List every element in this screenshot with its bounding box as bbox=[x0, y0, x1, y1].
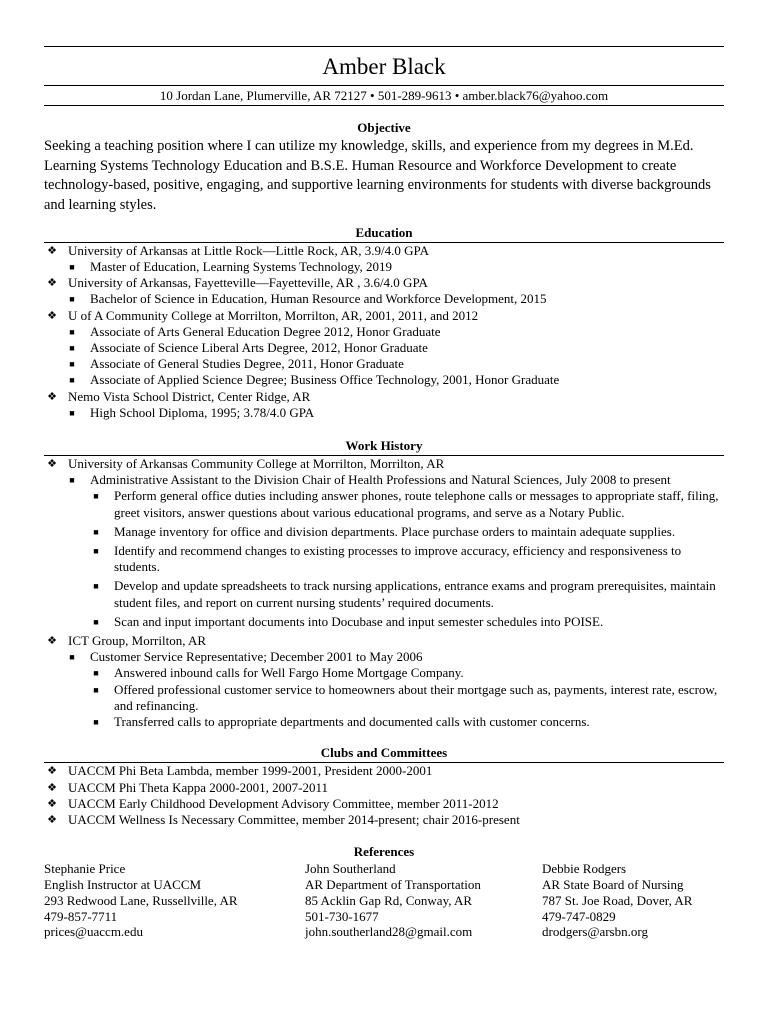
reference-name: John Southerland bbox=[305, 861, 396, 877]
bullet-icon: ❖ bbox=[47, 765, 57, 778]
contact-line: 10 Jordan Lane, Plumerville, AR 72127 • 501-289-9613 • amber.black76@yahoo.com bbox=[159, 88, 609, 103]
bullet-icon: ■ bbox=[93, 491, 99, 502]
employer-item bbox=[44, 456, 724, 472]
degree-item bbox=[44, 324, 724, 340]
bullet-icon: ■ bbox=[93, 668, 99, 679]
reference-phone: 479-857-7711 bbox=[44, 908, 118, 924]
role-item bbox=[44, 472, 724, 488]
bullet-icon: ■ bbox=[69, 294, 75, 305]
school-item bbox=[44, 275, 724, 291]
reference-title: English Instructor at UACCM bbox=[44, 876, 202, 892]
objective-text: Seeking a teaching position where I can utilize my knowledge, skills, and experience from my degrees in M.Ed. Learning Systems Technology Education and B.S.E. Human Resource and Workforce Development to create technology-based, positive, engaging, and supportive learning environments for students with diverse backgrounds and learning styles. bbox=[44, 138, 711, 214]
employer-item-text: ICT Group, Morrilton, AR bbox=[68, 633, 207, 649]
degree-item bbox=[44, 291, 724, 307]
top-rule bbox=[44, 46, 724, 47]
reference-email: drodgers@arsbn.org bbox=[542, 924, 648, 940]
degree-item-text: Associate of General Studies Degree, 2011, Honor Graduate bbox=[90, 356, 404, 372]
club-item-text: UACCM Phi Beta Lambda, member 1999-2001, President 2000-2001 bbox=[68, 763, 433, 779]
reference-email: prices@uaccm.edu bbox=[44, 924, 143, 940]
club-item bbox=[44, 763, 724, 779]
duty-item-text: Transferred calls to appropriate departments and documented calls with customer concerns. bbox=[114, 714, 590, 730]
degree-item-text: Master of Education, Learning Systems Technology, 2019 bbox=[90, 259, 393, 275]
reference-name: Stephanie Price bbox=[44, 861, 126, 877]
degree-item bbox=[44, 356, 724, 372]
school-item-text: U of A Community College at Morrilton, Morrilton, AR, 2001, 2011, and 2012 bbox=[68, 307, 479, 323]
club-item-text: UACCM Phi Theta Kappa 2000-2001, 2007-2011 bbox=[68, 779, 328, 795]
duty-item bbox=[44, 714, 724, 730]
reference-name: Debbie Rodgers bbox=[542, 861, 627, 877]
bullet-icon: ■ bbox=[93, 581, 99, 592]
work-title: Work History bbox=[345, 438, 423, 454]
bullet-icon: ❖ bbox=[47, 277, 57, 290]
bullet-icon: ❖ bbox=[47, 244, 57, 257]
degree-item-text: Associate of Applied Science Degree; Business Office Technology, 2001, Honor Graduate bbox=[90, 372, 560, 388]
degree-item-text: Associate of Arts General Education Degree 2012, Honor Graduate bbox=[90, 323, 441, 339]
school-item bbox=[44, 389, 724, 405]
duty-item bbox=[44, 578, 724, 610]
bullet-icon: ■ bbox=[69, 359, 75, 370]
duty-item bbox=[44, 682, 724, 714]
duty-item-text: Scan and input important documents into Docubase and input semester schedules into POISE. bbox=[114, 613, 604, 629]
bullet-icon: ❖ bbox=[47, 781, 57, 794]
degree-item bbox=[44, 405, 724, 421]
reference-address: 293 Redwood Lane, Russellville, AR bbox=[44, 892, 238, 908]
bullet-icon: ❖ bbox=[47, 635, 57, 648]
school-item-text: University of Arkansas, Fayetteville—Fayetteville, AR , 3.6/4.0 GPA bbox=[68, 275, 428, 291]
bullet-icon: ■ bbox=[69, 343, 75, 354]
reference-card bbox=[305, 861, 542, 940]
degree-item bbox=[44, 259, 724, 275]
reference-phone: 501-730-1677 bbox=[305, 908, 379, 924]
reference-card bbox=[542, 861, 724, 940]
bullet-icon: ■ bbox=[93, 717, 99, 728]
degree-item bbox=[44, 340, 724, 356]
duty-item bbox=[44, 488, 724, 520]
duty-item-text: Manage inventory for office and division departments. Place purchase orders to maintain adequate supplies. bbox=[114, 523, 676, 539]
bullet-icon: ❖ bbox=[47, 309, 57, 322]
references-title: References bbox=[353, 844, 415, 860]
employer-item-text: University of Arkansas Community College at Morrilton, Morrilton, AR bbox=[68, 456, 445, 472]
bullet-icon: ❖ bbox=[47, 797, 57, 810]
reference-phone: 479-747-0829 bbox=[542, 908, 616, 924]
duty-item-text: Develop and update spreadsheets to track nursing applications, entrance exams and program prerequisites, maintain student files, and report on current nursing students’ required documents. bbox=[114, 578, 716, 610]
club-item bbox=[44, 780, 724, 796]
reference-title: AR State Board of Nursing bbox=[542, 876, 684, 892]
role-item bbox=[44, 649, 724, 665]
clubs-list bbox=[44, 763, 724, 828]
duty-item-text: Identify and recommend changes to existing processes to improve accuracy, efficiency and responsiveness to students. bbox=[114, 543, 682, 575]
bullet-icon: ■ bbox=[69, 375, 75, 386]
education-title: Education bbox=[355, 224, 413, 240]
duty-item bbox=[44, 524, 724, 540]
role-item-text: Administrative Assistant to the Division Chair of Health Professions and Natural Sciences, July 2008 to present bbox=[90, 472, 671, 488]
club-item-text: UACCM Wellness Is Necessary Committee, member 2014-present; chair 2016-present bbox=[68, 811, 520, 827]
reference-address: 787 St. Joe Road, Dover, AR bbox=[542, 892, 693, 908]
duty-item-text: Answered inbound calls for Well Fargo Home Mortgage Company. bbox=[114, 665, 464, 681]
degree-item bbox=[44, 372, 724, 388]
bullet-icon: ■ bbox=[69, 326, 75, 337]
bullet-icon: ■ bbox=[69, 475, 75, 486]
club-item bbox=[44, 796, 724, 812]
bullet-icon: ❖ bbox=[47, 390, 57, 403]
reference-title: AR Department of Transportation bbox=[305, 876, 481, 892]
club-item-text: UACCM Early Childhood Development Advisory Committee, member 2011-2012 bbox=[68, 795, 499, 811]
duty-item bbox=[44, 543, 724, 575]
club-item bbox=[44, 812, 724, 828]
bullet-icon: ■ bbox=[69, 407, 75, 418]
objective-title: Objective bbox=[357, 120, 411, 135]
candidate-name: Amber Black bbox=[322, 54, 446, 79]
bullet-icon: ■ bbox=[93, 546, 99, 557]
duty-item bbox=[44, 665, 724, 681]
school-item bbox=[44, 308, 724, 324]
resume-page bbox=[44, 46, 724, 940]
role-item-text: Customer Service Representative; December 2001 to May 2006 bbox=[90, 649, 423, 665]
education-list bbox=[44, 243, 724, 421]
duty-item-text: Offered professional customer service to homeowners about their mortgage such as, payments, interest rate, escrow, and refinancing. bbox=[114, 681, 718, 713]
school-item-text: Nemo Vista School District, Center Ridge, AR bbox=[68, 388, 311, 404]
duty-item bbox=[44, 614, 724, 630]
bullet-icon: ❖ bbox=[47, 813, 57, 826]
bullet-icon: ■ bbox=[93, 616, 99, 627]
work-list bbox=[44, 456, 724, 730]
references-grid bbox=[44, 861, 724, 940]
bullet-icon: ❖ bbox=[47, 458, 57, 471]
reference-card bbox=[44, 861, 305, 940]
degree-item-text: High School Diploma, 1995; 3.78/4.0 GPA bbox=[90, 404, 315, 420]
school-item bbox=[44, 243, 724, 259]
degree-item-text: Associate of Science Liberal Arts Degree, 2012, Honor Graduate bbox=[90, 340, 428, 356]
bullet-icon: ■ bbox=[69, 262, 75, 273]
clubs-title: Clubs and Committees bbox=[320, 745, 448, 761]
bullet-icon: ■ bbox=[69, 652, 75, 663]
duty-item-text: Perform general office duties including answer phones, route telephone calls or messages to appropriate staff, filing, greet visitors, answer questions about various educational programs, and serve as a Notary Public. bbox=[114, 488, 719, 520]
bullet-icon: ■ bbox=[93, 684, 99, 695]
reference-email: john.southerland28@gmail.com bbox=[305, 924, 473, 940]
school-item-text: University of Arkansas at Little Rock—Little Rock, AR, 3.9/4.0 GPA bbox=[68, 242, 429, 258]
reference-address: 85 Acklin Gap Rd, Conway, AR bbox=[305, 892, 473, 908]
employer-item bbox=[44, 633, 724, 649]
name-rule bbox=[44, 85, 724, 86]
degree-item-text: Bachelor of Science in Education, Human Resource and Workforce Development, 2015 bbox=[90, 291, 547, 307]
bullet-icon: ■ bbox=[93, 526, 99, 537]
